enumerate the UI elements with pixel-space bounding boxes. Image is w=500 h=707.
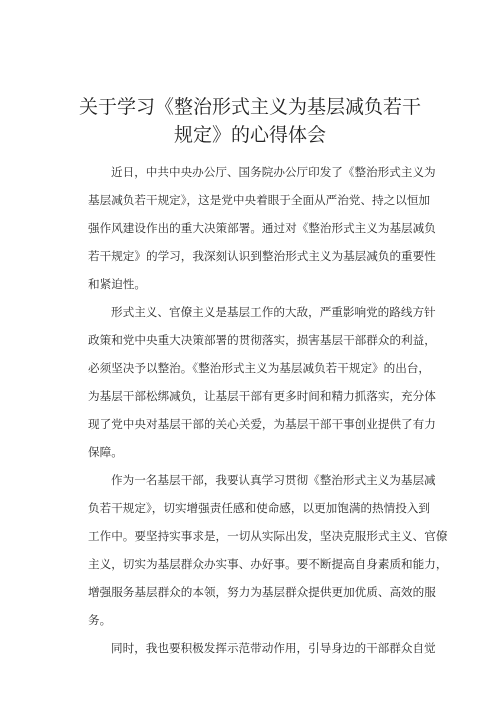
paragraph-1-line-5: 和紧迫性。 (88, 277, 146, 291)
paragraph-2-line-2: 政策和党中央重大决策部署的贯彻落实，损害基层干部群众的利益， (88, 333, 436, 347)
paragraph-3-line-3: 工作中。要坚持实事求是，一切从实际出发，坚决克服形式主义、官僚 (88, 529, 448, 543)
paragraph-1-line-1: 近日，中共中央办公厅、国务院办公厅印发了《整治形式主义为 (111, 165, 436, 179)
paragraph-3-line-5: 增强服务基层群众的本领，努力为基层群众提供更加优质、高效的服 (88, 585, 436, 599)
paragraph-2-line-1: 形式主义、官僚主义是基层工作的大敌，严重影响党的路线方针 (111, 305, 436, 319)
paragraph-2-line-3: 必须坚决予以整治。《整治形式主义为基层减负若干规定》的出台， (88, 361, 431, 375)
paragraph-2-line-6: 保障。 (88, 445, 123, 459)
paragraph-3-line-6: 务。 (88, 613, 112, 627)
paragraph-2-line-5: 现了党中央对基层干部的关心关爱，为基层干部干事创业提供了有力 (88, 417, 436, 431)
paragraph-3-line-4: 主义，切实为基层群众办实事、办好事。要不断提高自身素质和能力， (88, 557, 448, 571)
paragraph-3-line-1: 作为一名基层干部，我要认真学习贯彻《整治形式主义为基层减 (111, 473, 436, 487)
paragraph-3-line-2: 负若干规定》，切实增强责任感和使命感，以更加饱满的热情投入到 (88, 501, 431, 515)
paragraph-2-line-4: 为基层干部松绑减负，让基层干部有更多时间和精力抓落实，充分体 (88, 389, 436, 403)
paragraph-1-line-3: 强作风建设作出的重大决策部署。通过对《整治形式主义为基层减负 (88, 221, 436, 235)
paragraph-1-line-2: 基层减负若干规定》，这是党中央着眼于全面从严治党、持之以恒加 (88, 193, 431, 207)
document-title-line-2: 规定》的心得体会 (173, 124, 326, 146)
document-title-line-1: 关于学习《整治形式主义为基层减负若干 (78, 96, 421, 118)
paragraph-4-line-1: 同时，我也要积极发挥示范带动作用，引导身边的干部群众自觉 (111, 641, 436, 655)
paragraph-1-line-4: 若干规定》的学习，我深刻认识到整治形式主义为基层减负的重要性 (88, 249, 436, 263)
